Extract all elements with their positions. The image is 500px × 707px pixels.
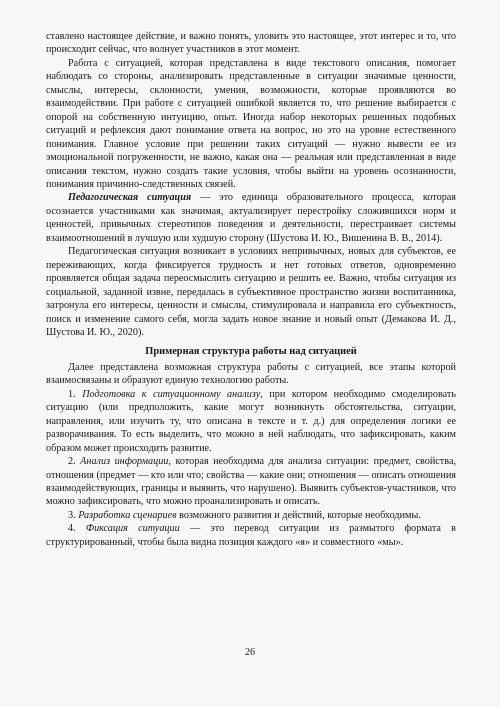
paragraph-situation-work: Работа с ситуацией, которая представлена в виде текстового описания, помогает наблюдать со стороны, анализировать представленные в ситуации значимые ценности, смыслы, интересы, склонности, умения, возможности, которые проявляются во взаимодействии. При работе с ситуацией ошибкой является то, что решение выбирается с опорой на собственную интуицию, опыт. Иногда набор некоторых решенных подобных ситуаций и рефлексия дают понимание ответа на вопрос, но это на уровне естественного понимания. Главное условие при решении таких ситуаций — нужно вывести ее из эмоциональной погруженности, не важно, какая она — реальная или представленная в виде описания текстом, нужно создать такие условия, чтобы выйти на уровень осознанности, понимания причинно-следственных связей. <box>46 57 456 190</box>
main-text <box>46 30 456 549</box>
paragraph-definition <box>46 191 456 245</box>
step-number: 3. <box>68 509 76 521</box>
step-title: Фиксация ситуации <box>85 523 180 535</box>
step-text: возможного развития и действий, которые необходимы. <box>176 509 421 521</box>
step-1 <box>46 388 456 455</box>
paragraph-continuation: ставлено настоящее действие, и важно понять, уловить это настоящее, этот интерес и то, что происходит сейчас, что волнует участников в этот момент. <box>46 31 456 56</box>
step-4 <box>46 522 456 549</box>
definition-text: — это единица образовательного процесса, которая осознается участниками как значимая, актуализирует перестройку сложившихся норм и ценностей, привычных стереотипов поведения и деятельности, перестраивает системы взаимоотношений в лучшую или худшую сторону (Шустова И. Ю., Вишенина В. В., 2014). <box>46 192 456 244</box>
step-title: Анализ информации <box>80 456 169 468</box>
step-number: 2. <box>68 456 76 468</box>
paragraph-intro: Далее представлена возможная структура работы с ситуацией, все этапы которой взаимосвязаны и образуют единую технологию работы. <box>46 361 456 387</box>
step-number: 1. <box>68 388 76 400</box>
step-3 <box>46 509 456 522</box>
step-text: — это перевод ситуации из размытого формата в структурированный, чтобы была видна позиция каждого «я» и совместного «мы». <box>46 523 456 548</box>
step-text: , при котором необходимо смоделировать ситуацию (или предположить, какие могут возникнуть обстоятельства, ситуации, направления, или изучить ту, что описана в тексте и т. д.) для определения логики ее разворачивания. То есть выделить, что можно в ней наблюдать, что зафиксировать, каким образом может происходить развитие. <box>46 388 457 454</box>
paragraph-emergence: Педагогическая ситуация возникает в условиях непривычных, новых для субъектов, ее переживающих, когда фиксируется трудность и нет готовых ответов, одновременно проявляется общая задача переосмыслить ситуацию и решить ее. Важно, чтобы ситуация из социальной, заданной извне, передалась в субъективное пространство жизни воспитанника, затронула его интересы, ценности и смыслы, стимулировала и направила его субъектность, поиск и изменение самого себя, могла задать новое знание и новый опыт (Демакова И. Д., Шустова И. Ю., 2020). <box>46 246 456 338</box>
section-heading: Примерная структура работы над ситуацией <box>145 346 357 358</box>
step-title: Подготовка к ситуационному анализу <box>82 388 261 400</box>
step-2 <box>46 455 456 509</box>
term-pedagogical-situation: Педагогическая ситуация <box>68 192 192 204</box>
step-text: , которая необходима для анализа ситуации: предмет, свойства, отношения (предмет — кто или что; свойства — какие они; отношения — описать отношения взаимодействующих, границы и выявить, что нарушено). Выявить субъектов-участников, что можно зафиксировать, что можно проанализировать и описать. <box>46 456 457 508</box>
step-number: 4. <box>68 523 76 535</box>
step-title: Разработка сценариев <box>78 509 177 521</box>
page-number: 26 <box>245 647 255 658</box>
